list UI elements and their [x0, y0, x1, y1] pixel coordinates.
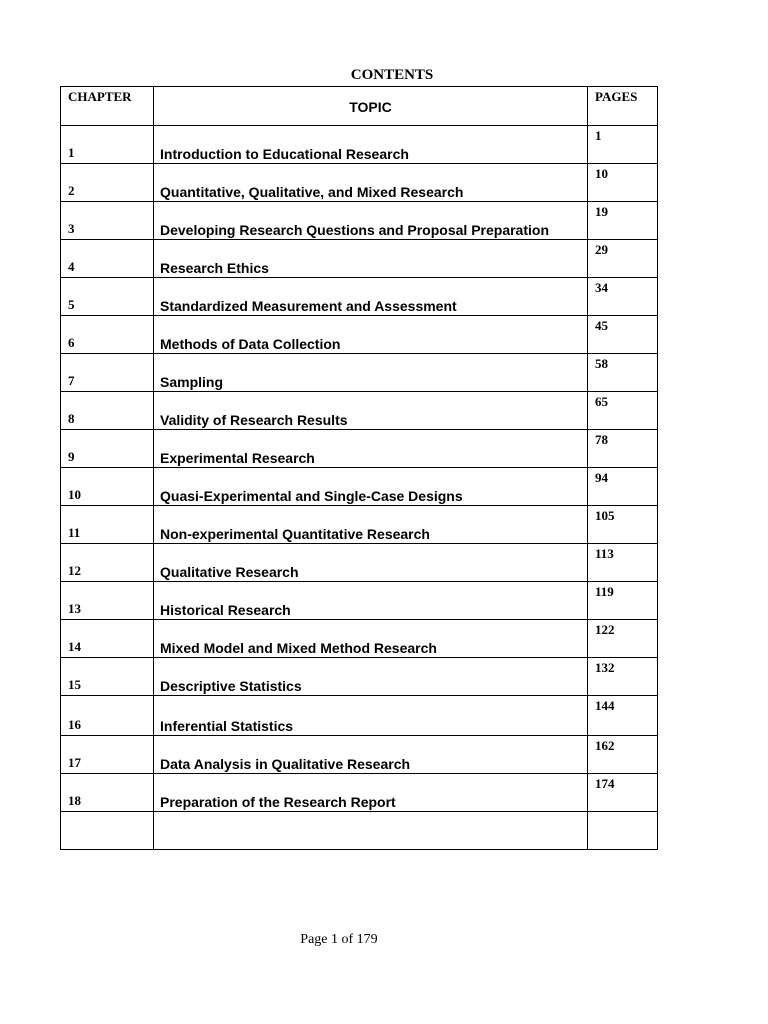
table-row [61, 354, 658, 392]
chapter-cell [61, 430, 154, 468]
chapter-number: 6 [68, 335, 75, 350]
topic-title: Qualitative Research [160, 564, 299, 580]
topic-cell [154, 544, 588, 582]
chapter-number: 9 [68, 449, 75, 464]
page-number: Page 1 of 179 [300, 932, 378, 947]
table-row [61, 278, 658, 316]
page-cell [588, 696, 658, 736]
table-row [61, 392, 658, 430]
chapter-cell [61, 126, 154, 164]
chapter-number: 17 [68, 755, 81, 770]
topic-title: Historical Research [160, 602, 291, 618]
chapter-number: 12 [68, 563, 81, 578]
page-number-value: 45 [595, 318, 608, 333]
page-number-value: 122 [595, 622, 615, 637]
chapter-cell [61, 392, 154, 430]
topic-title: Data Analysis in Qualitative Research [160, 756, 411, 772]
page-number-value: 29 [595, 242, 608, 257]
topic-title: Inferential Statistics [160, 718, 294, 734]
page-number-value: 34 [595, 280, 608, 295]
topic-cell [154, 582, 588, 620]
table-row [61, 316, 658, 354]
topic-cell [154, 620, 588, 658]
topic-cell [154, 468, 588, 506]
page-cell [588, 506, 658, 544]
chapter-cell [61, 240, 154, 278]
chapter-cell [61, 164, 154, 202]
page-number-value: 10 [595, 166, 608, 181]
topic-title: Experimental Research [160, 450, 315, 466]
contents-table [60, 86, 658, 850]
topic-cell [154, 392, 588, 430]
table-row [61, 620, 658, 658]
topic-title: Developing Research Questions and Proposal Preparation [160, 222, 549, 238]
page-number-value: 162 [595, 738, 615, 753]
topic-cell [154, 316, 588, 354]
page-number-value: 1 [595, 128, 602, 143]
topic-cell [154, 126, 588, 164]
chapter-cell [61, 582, 154, 620]
chapter-number: 2 [68, 183, 75, 198]
topic-title: Non-experimental Quantitative Research [160, 526, 430, 542]
topic-cell [154, 658, 588, 696]
page-cell [588, 202, 658, 240]
table-row [61, 240, 658, 278]
topic-header-cell [154, 87, 588, 126]
topic-cell [154, 774, 588, 812]
topic-cell [154, 506, 588, 544]
page-cell [588, 392, 658, 430]
page-cell [588, 240, 658, 278]
page-cell [588, 430, 658, 468]
chapter-number: 3 [68, 221, 75, 236]
table-row [61, 582, 658, 620]
chapter-number: 7 [68, 373, 75, 388]
page-number-value: 58 [595, 356, 608, 371]
page-cell [588, 736, 658, 774]
page-number-value: 132 [595, 660, 615, 675]
topic-cell [154, 736, 588, 774]
table-header-row [61, 87, 658, 126]
topic-cell [154, 430, 588, 468]
chapter-header-cell [61, 87, 154, 126]
page-number-value: 105 [595, 508, 615, 523]
topic-title: Preparation of the Research Report [160, 794, 396, 810]
table-row [61, 164, 658, 202]
topic-cell [154, 354, 588, 392]
chapter-cell [61, 202, 154, 240]
chapter-cell [61, 354, 154, 392]
page-cell [588, 164, 658, 202]
pages-header: PAGES [595, 89, 638, 104]
topic-title: Methods of Data Collection [160, 336, 341, 352]
table-row [61, 126, 658, 164]
chapter-number: 1 [68, 145, 75, 160]
page-number-value: 144 [595, 698, 615, 713]
page-number-value: 113 [595, 546, 614, 561]
table-row [61, 736, 658, 774]
topic-title: Mixed Model and Mixed Method Research [160, 640, 437, 656]
chapter-number: 11 [68, 525, 81, 540]
topic-cell [154, 278, 588, 316]
chapter-cell [61, 544, 154, 582]
table-row [61, 468, 658, 506]
chapter-number: 13 [68, 601, 81, 616]
chapter-number: 4 [68, 259, 75, 274]
chapter-cell [61, 316, 154, 354]
chapter-cell [61, 774, 154, 812]
topic-title: Descriptive Statistics [160, 678, 302, 694]
table-row [61, 544, 658, 582]
page-cell [588, 620, 658, 658]
chapter-number: 16 [68, 717, 81, 732]
page-number-value: 94 [595, 470, 608, 485]
page-footer [0, 932, 678, 948]
topic-cell [154, 240, 588, 278]
chapter-number: 15 [68, 677, 81, 692]
chapter-cell [61, 696, 154, 736]
pages-header-cell [588, 87, 658, 126]
topic-title: Validity of Research Results [160, 412, 348, 428]
topic-title: Research Ethics [160, 260, 269, 276]
page-cell [588, 774, 658, 812]
page-number-value: 174 [595, 776, 615, 791]
page-number-value: 65 [595, 394, 608, 409]
empty-topic-cell [154, 812, 588, 850]
chapter-cell [61, 468, 154, 506]
topic-cell [154, 164, 588, 202]
empty-chapter-cell [61, 812, 154, 850]
table-row [61, 696, 658, 736]
empty-page-cell [588, 812, 658, 850]
topic-header: TOPIC [349, 99, 392, 115]
chapter-cell [61, 620, 154, 658]
page-number-value: 119 [595, 584, 614, 599]
topic-cell [154, 202, 588, 240]
topic-title: Quasi-Experimental and Single-Case Designs [160, 488, 463, 504]
table-row [61, 506, 658, 544]
page-cell [588, 544, 658, 582]
table-row [61, 430, 658, 468]
chapter-cell [61, 506, 154, 544]
table-row [61, 202, 658, 240]
chapter-cell [61, 736, 154, 774]
chapter-number: 8 [68, 411, 75, 426]
topic-title: Quantitative, Qualitative, and Mixed Research [160, 184, 464, 200]
chapter-header: CHAPTER [68, 89, 132, 104]
topic-title: Sampling [160, 374, 224, 390]
topic-cell [154, 696, 588, 736]
table-row [61, 658, 658, 696]
page-number-value: 19 [595, 204, 608, 219]
page-cell [588, 658, 658, 696]
chapter-cell [61, 658, 154, 696]
page-cell [588, 354, 658, 392]
chapter-number: 18 [68, 793, 81, 808]
empty-row [61, 812, 658, 850]
page-number-value: 78 [595, 432, 608, 447]
chapter-number: 10 [68, 487, 81, 502]
chapter-number: 5 [68, 297, 75, 312]
page-cell [588, 582, 658, 620]
page-cell [588, 278, 658, 316]
chapter-cell [61, 278, 154, 316]
topic-title: Introduction to Educational Research [160, 146, 409, 162]
page-cell [588, 468, 658, 506]
topic-title: Standardized Measurement and Assessment [160, 298, 457, 314]
page-cell [588, 316, 658, 354]
table-row [61, 774, 658, 812]
page-cell [588, 126, 658, 164]
chapter-number: 14 [68, 639, 81, 654]
page-title: CONTENTS [350, 67, 434, 83]
